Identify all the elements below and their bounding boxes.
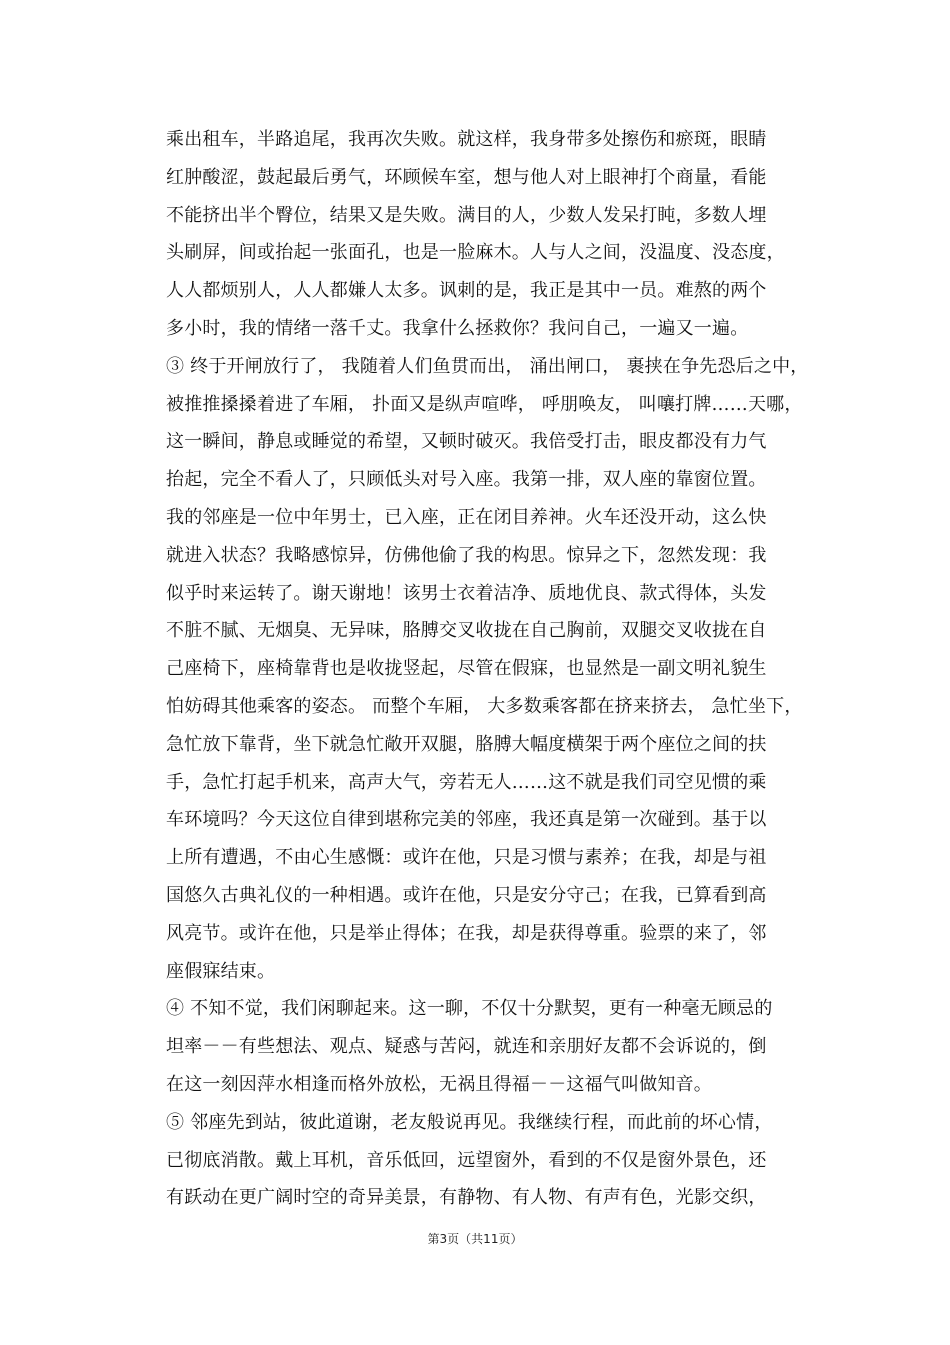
text-line: 我的邻座是一位中年男士，已入座，正在闭目养神。火车还没开动，这么快	[166, 506, 767, 528]
text-line: 抬起，完全不看人了，只顾低头对号入座。我第一排，双人座的靠窗位置。	[166, 469, 767, 491]
text-line: 似乎时来运转了。谢天谢地！该男士衣着洁净、质地优良、款式得体，头发	[166, 582, 767, 604]
text-line: 已彻底消散。戴上耳机，音乐低回，远望窗外，看到的不仅是窗外景色，还	[166, 1149, 767, 1171]
paragraph-3-start: ③ 终于开闸放行了， 我随着人们鱼贯而出， 涌出闸口， 裹挟在争先恐后之中，	[166, 355, 809, 377]
text-line: 坦率－－有些想法、观点、疑惑与苦闷，就连和亲朋好友都不会诉说的，倒	[166, 1036, 767, 1058]
text-line: 不能挤出半个臀位，结果又是失败。满目的人，少数人发呆打盹，多数人埋	[166, 204, 767, 226]
text-line: 就进入状态？我略感惊异，仿佛他偷了我的构思。惊异之下，忽然发现：我	[166, 544, 767, 566]
text-line: 上所有遭遇，不由心生感慨：或许在他，只是习惯与素养；在我，却是与祖	[166, 847, 767, 869]
text-line: 多小时，我的情绪一落千丈。我拿什么拯救你？我问自己，一遍又一遍。	[166, 317, 749, 339]
text-line: 车环境吗？今天这位自律到堪称完美的邻座，我还真是第一次碰到。基于以	[166, 809, 767, 831]
text-line: 在这一刻因萍水相逢而格外放松，无祸且得福－－这福气叫做知音。	[166, 1073, 712, 1095]
page-number-footer: 第3页（共11页）	[427, 1232, 523, 1246]
text-line: 被推推搡搡着进了车厢， 扑面又是纵声喧哗， 呼朋唤友， 叫嚷打牌……天哪，	[166, 393, 803, 415]
text-line: 人人都烦别人，人人都嫌人太多。讽刺的是，我正是其中一员。难熬的两个	[166, 280, 767, 302]
text-line: 不脏不腻、无烟臭、无异味，胳膊交叉收拢在自己胸前，双腿交叉收拢在自	[166, 620, 767, 642]
text-line: 座假寐结束。	[166, 960, 276, 982]
text-line: 这一瞬间，静息或睡觉的希望，又顿时破灭。我倍受打击，眼皮都没有力气	[166, 431, 767, 453]
body-text	[166, 121, 809, 1217]
text-line: 有跃动在更广阔时空的奇异美景，有静物、有人物、有声有色，光影交织，	[166, 1187, 767, 1209]
text-line: 头刷屏，间或抬起一张面孔，也是一脸麻木。人与人之间，没温度、没态度，	[166, 242, 785, 264]
text-line: 己座椅下，座椅靠背也是收拢竖起，尽管在假寐，也显然是一副文明礼貌生	[166, 658, 767, 680]
text-line: 急忙放下靠背，坐下就急忙敞开双腿，胳膊大幅度横架于两个座位之间的扶	[166, 733, 767, 755]
paragraph-5-start: ⑤ 邻座先到站，彼此道谢，老友般说再见。我继续行程，而此前的坏心情，	[166, 1111, 773, 1133]
paragraph-4-start: ④ 不知不觉，我们闲聊起来。这一聊，不仅十分默契，更有一种毫无顾忌的	[166, 998, 773, 1020]
text-line: 国悠久古典礼仪的一种相遇。或许在他，只是安分守己；在我，已算看到高	[166, 884, 767, 906]
text-line: 红肿酸涩，鼓起最后勇气，环顾候车室，想与他人对上眼神打个商量，看能	[166, 166, 767, 188]
text-line: 手，急忙打起手机来，高声大气，旁若无人……这不就是我们司空见惯的乘	[166, 771, 767, 793]
text-line: 风亮节。或许在他，只是举止得体；在我，却是获得尊重。验票的来了，邻	[166, 922, 767, 944]
text-line: 乘出租车，半路追尾，我再次失败。就这样，我身带多处擦伤和瘀斑，眼睛	[166, 129, 767, 150]
text-line: 怕妨碍其他乘客的姿态。 而整个车厢， 大多数乘客都在挤来挤去， 急忙坐下，	[166, 695, 803, 717]
